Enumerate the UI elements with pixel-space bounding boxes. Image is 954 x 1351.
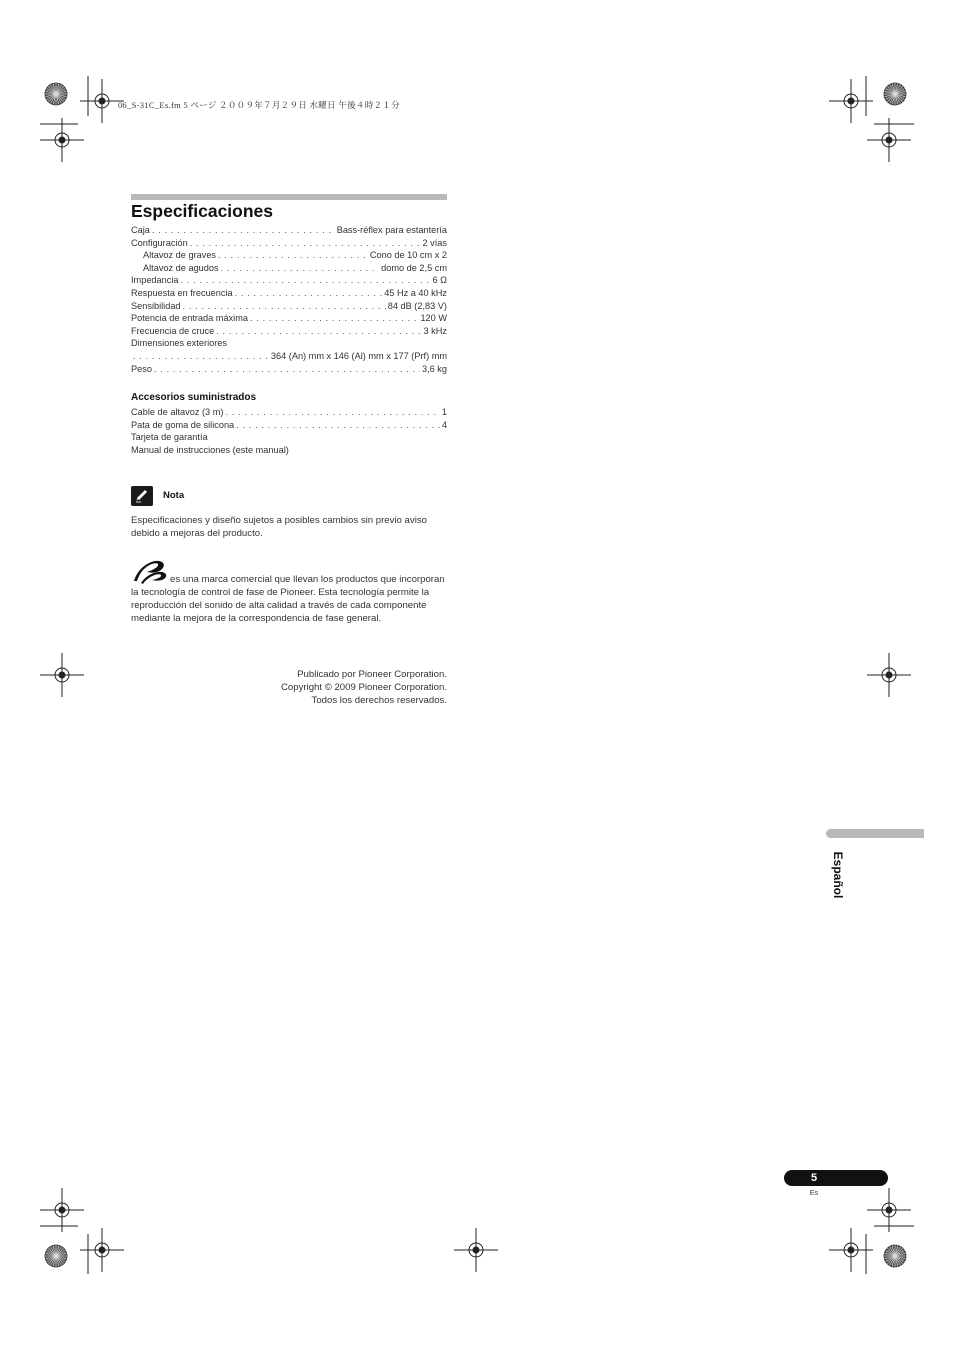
spec-value: 2 vías [422, 237, 447, 248]
accessory-row [131, 406, 447, 419]
copyright-line: Copyright © 2009 Pioneer Corporation. [281, 682, 447, 693]
spec-label: Caja [131, 225, 150, 235]
rights-line: Todos los derechos reservados. [311, 695, 447, 706]
spec-row [131, 224, 447, 237]
publisher-line: Publicado por Pioneer Corporation. [297, 669, 447, 680]
phase-control-text: es una marca comercial que llevan los productos que incorporan la tecnología de control de fase de Pioneer. Esta tecnología permite la reproducción del sonido de alta calidad a través de cada componente mediante la mejora de la correspondencia de fase general. [131, 574, 445, 624]
pencil-icon [131, 486, 153, 506]
dot-leader [216, 325, 421, 338]
spec-row [131, 249, 447, 262]
spec-label: Respuesta en frecuencia [131, 287, 233, 298]
accessory-row [131, 431, 447, 444]
dot-leader [133, 350, 269, 363]
spec-label: Altavoz de agudos [143, 262, 219, 273]
spec-value: 3,6 kg [421, 363, 447, 374]
page-title: Especificaciones [131, 201, 274, 221]
spec-label: Potencia de entrada máxima [131, 313, 248, 324]
note-text: Especificaciones y diseño sujetos a posibles cambios sin previo aviso debido a mejoras del producto. [131, 515, 427, 539]
dot-leader [250, 312, 418, 325]
spec-row [131, 237, 447, 250]
accessory-value: 1 [441, 407, 447, 417]
spec-value: Bass-réflex para estantería [336, 225, 447, 235]
language-tab-bar [826, 829, 924, 838]
spec-value: 6 Ω [432, 275, 447, 286]
spec-value: 3 kHz [423, 325, 447, 336]
spec-value: Cono de 10 cm x 2 [369, 250, 447, 261]
dot-leader [190, 237, 421, 250]
spec-label: Dimensiones exteriores [131, 338, 227, 349]
spec-label: Frecuencia de cruce [131, 325, 215, 336]
accessories-list [131, 406, 447, 456]
accessory-label: Pata de goma de silicona [131, 419, 235, 430]
page-lang-code: Es [809, 1188, 819, 1197]
title-rule [131, 194, 447, 200]
note-label: Nota [163, 490, 185, 501]
publisher-block [200, 668, 447, 707]
dot-leader [183, 300, 386, 313]
spec-row [131, 300, 447, 313]
spec-row [131, 312, 447, 325]
spec-label: Impedancia [131, 275, 179, 286]
accessory-row [131, 419, 447, 432]
accessory-row [131, 444, 447, 457]
spec-label: Sensibilidad [131, 300, 181, 311]
spec-value: 120 W [420, 313, 447, 324]
dot-leader [225, 406, 439, 419]
spec-label: Altavoz de graves [143, 250, 217, 261]
dot-leader [235, 287, 383, 300]
spec-row [131, 287, 447, 300]
spec-label: Configuración [131, 237, 188, 248]
file-header: 06_S-31C_Es.fm 5 ページ ２００９年７月２９日 水曜日 午後４時２１分 [118, 100, 400, 110]
dot-leader [152, 224, 335, 237]
spec-row [131, 337, 447, 350]
dot-leader [236, 419, 440, 432]
dot-leader [154, 363, 420, 376]
spec-list [131, 224, 447, 375]
accessory-label: Cable de altavoz (3 m) [131, 407, 224, 417]
spec-row [131, 363, 447, 376]
spec-value: domo de 2,5 cm [381, 262, 447, 273]
spec-row [131, 274, 447, 287]
dot-leader [221, 262, 380, 275]
spec-value: 364 (An) mm x 146 (Al) mm x 177 (Prf) mm [270, 350, 447, 361]
page-number: 5 [810, 1172, 818, 1184]
spec-row [131, 350, 447, 363]
spec-row [131, 262, 447, 275]
accessory-label: Manual de instrucciones (este manual) [131, 444, 289, 455]
dot-leader [218, 249, 368, 262]
spec-value: 84 dB (2,83 V) [387, 300, 447, 311]
accessory-value: 4 [441, 419, 447, 430]
spec-row [131, 325, 447, 338]
dot-leader [181, 274, 431, 287]
accessory-label: Tarjeta de garantía [131, 432, 208, 443]
spec-label: Peso [131, 363, 152, 374]
language-tab-label: Español [831, 851, 845, 899]
spec-value: 45 Hz a 40 kHz [384, 287, 447, 298]
accessories-heading: Accesorios suministrados [131, 392, 257, 403]
